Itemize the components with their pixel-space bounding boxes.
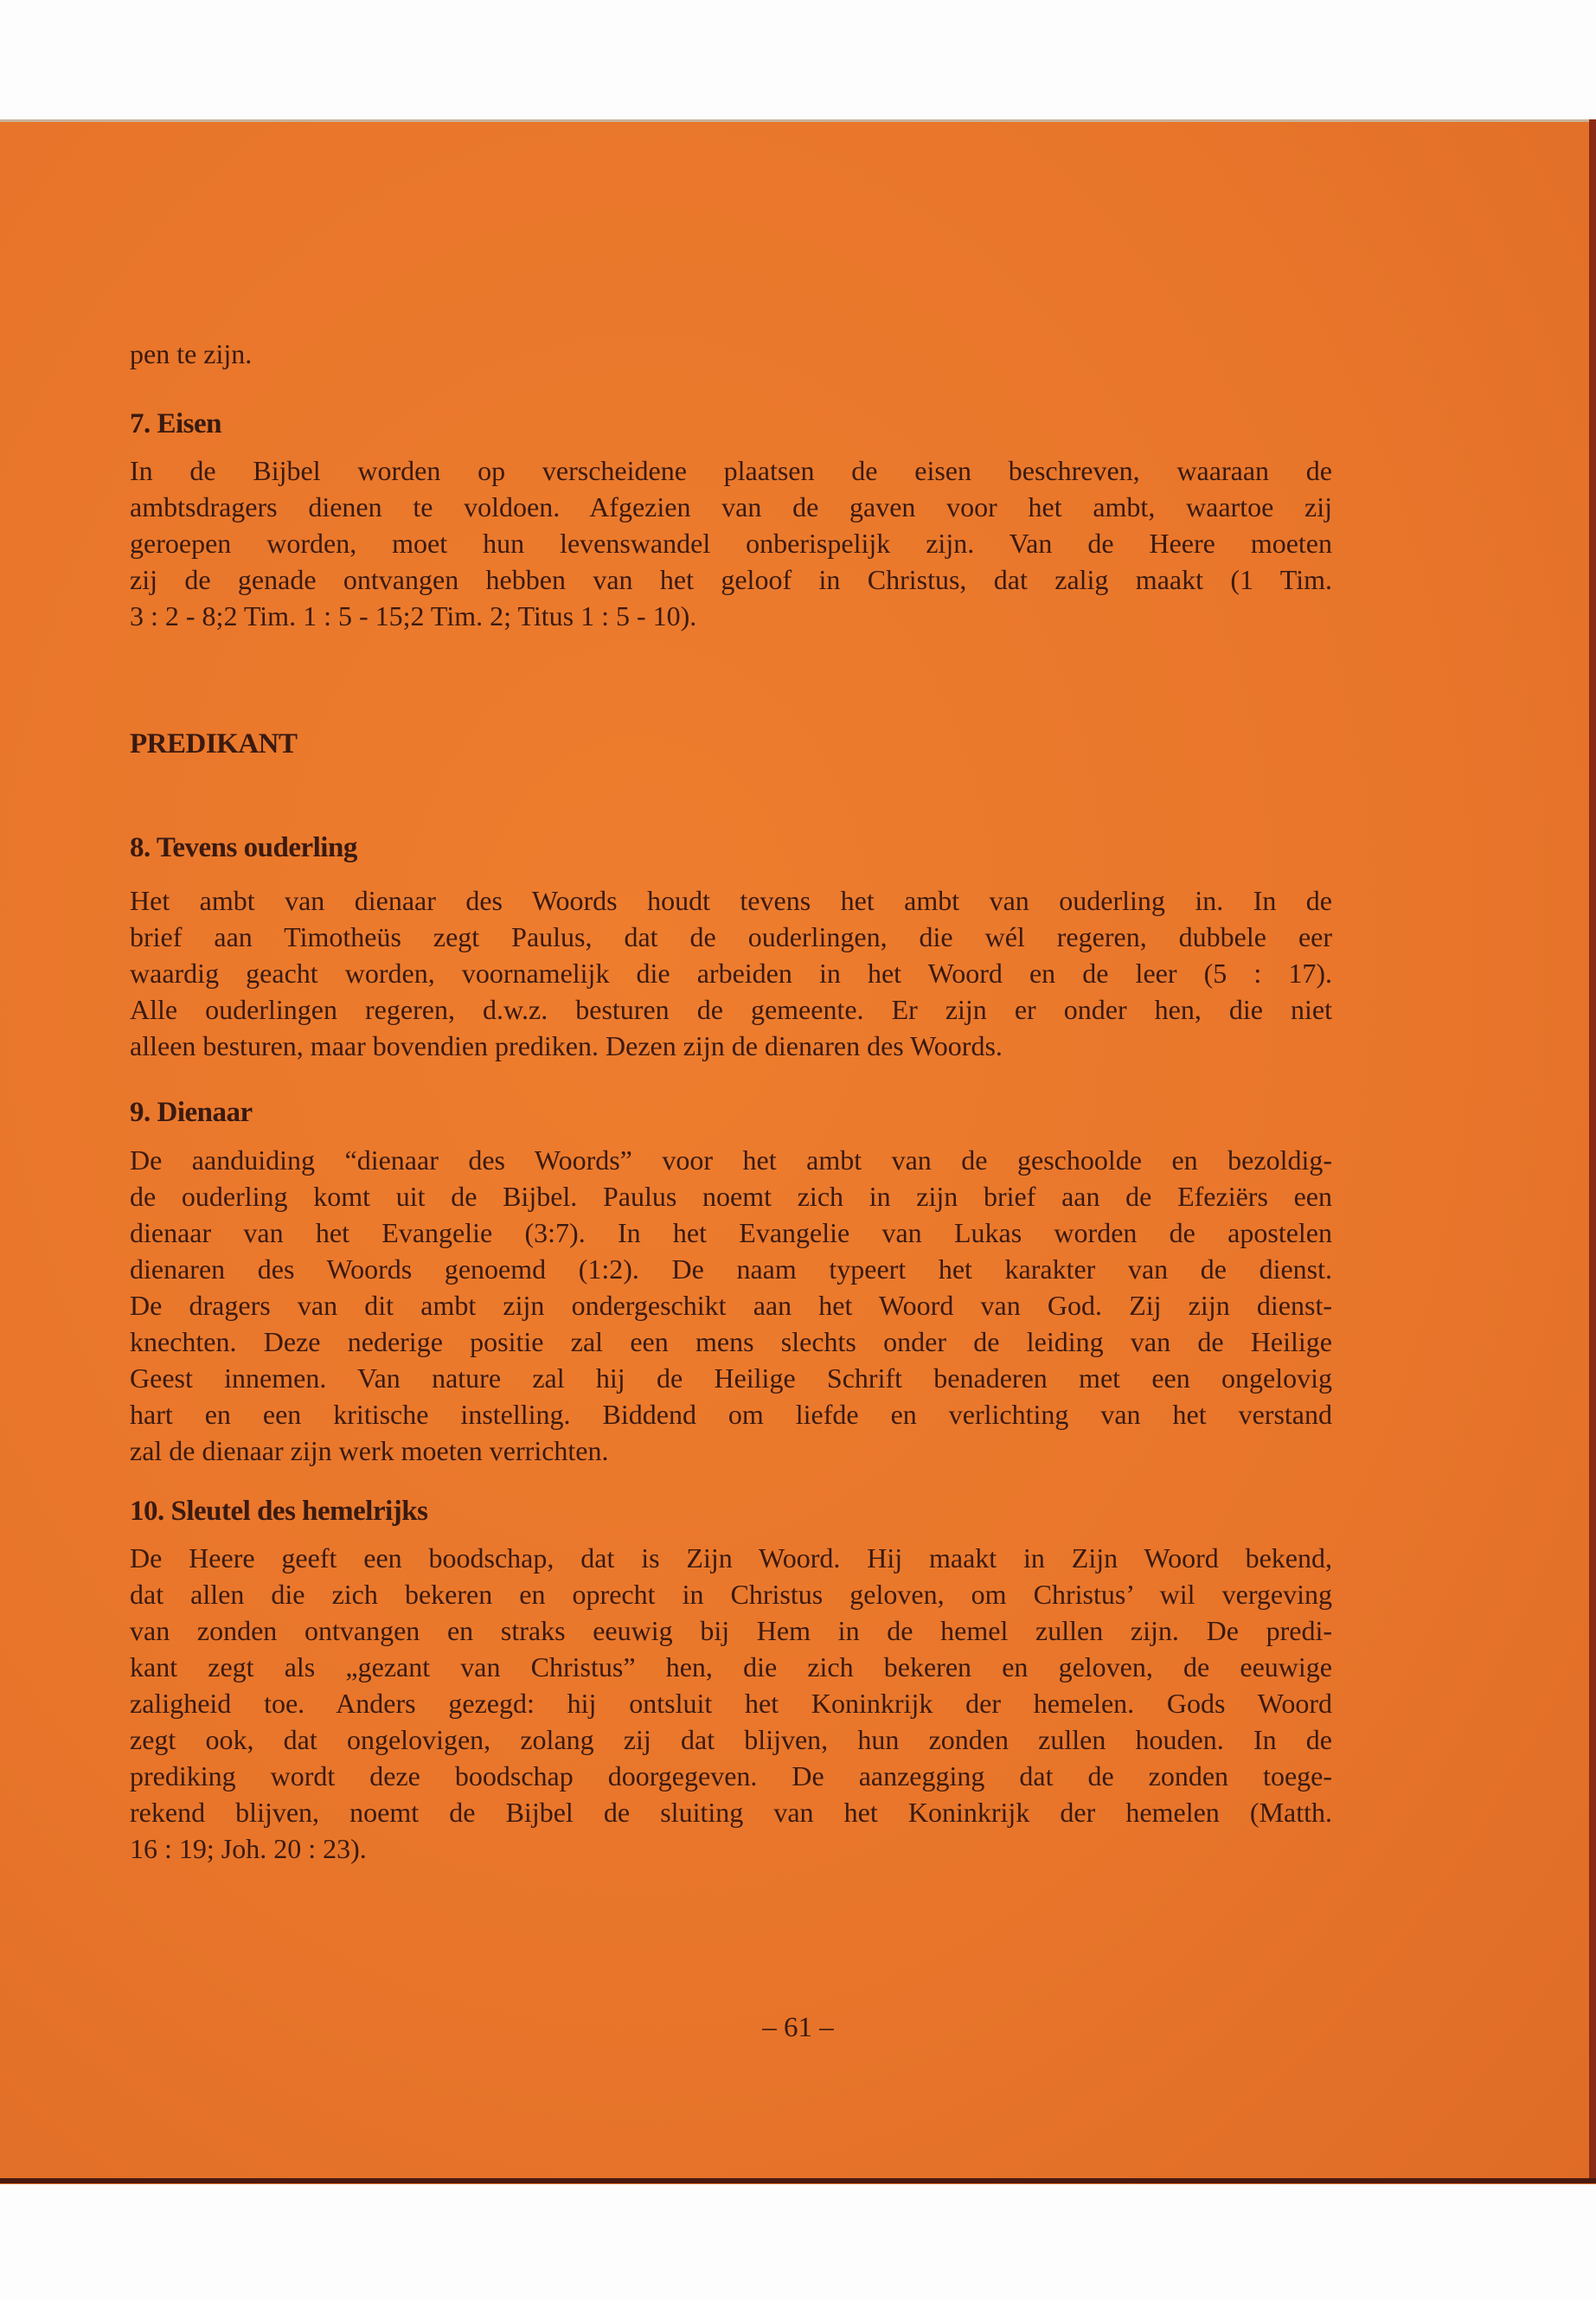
text-line: ambtsdragers dienen te voldoen. Afgezien van de gaven voor het ambt, waartoe zij: [130, 491, 1332, 522]
section-body: [130, 452, 1332, 634]
text-line: alleen besturen, maar bovendien prediken. Dezen zijn de dienaren des Woords.: [130, 1030, 1003, 1061]
text-line: 3 : 2 - 8;2 Tim. 1 : 5 - 15;2 Tim. 2; Titus 1 : 5 - 10).: [130, 600, 697, 631]
section-heading: 8. Tevens ouderling: [130, 832, 357, 863]
text-line: In de Bijbel worden op verscheidene plaatsen de eisen beschreven, waaraan de: [130, 455, 1332, 486]
text-line: waardig geacht worden, voornamelijk die arbeiden in het Woord en de leer (5 : 17).: [130, 958, 1332, 989]
text-line: brief aan Timotheüs zegt Paulus, dat de ouderlingen, die wél regeren, dubbele eer: [130, 921, 1332, 952]
carry-over-text: pen te zijn.: [130, 338, 253, 369]
chapter-title: PREDIKANT: [130, 728, 298, 760]
text-line: zal de dienaar zijn werk moeten verrichten.: [130, 1435, 609, 1466]
page-bottom-edge: [0, 2178, 1596, 2183]
text-line: geroepen worden, moet hun levenswandel onberispelijk zijn. Van de Heere moeten: [130, 528, 1332, 559]
text-line: Geest innemen. Van nature zal hij de Heilige Schrift benaderen met een ongelovig: [130, 1362, 1332, 1394]
text-line: zaligheid toe. Anders gezegd: hij ontsluit het Koninkrijk der hemelen. Gods Woord: [130, 1688, 1332, 1719]
text-line: Het ambt van dienaar des Woords houdt tevens het ambt van ouderling in. In de: [130, 885, 1332, 916]
section-body: [130, 1142, 1332, 1469]
text-line: dienaren des Woords genoemd (1:2). De naam typeert het karakter van de dienst.: [130, 1253, 1332, 1285]
text-line: Alle ouderlingen regeren, d.w.z. besturen de gemeente. Er zijn er onder hen, die niet: [130, 994, 1332, 1025]
text-line: zegt ook, dat ongelovigen, zolang zij dat blijven, hun zonden zullen houden. In de: [130, 1724, 1332, 1755]
section-heading: 7. Eisen: [130, 408, 222, 439]
section-body: [130, 1540, 1332, 1867]
section-9: [130, 1094, 1332, 1469]
text-line: 16 : 19; Joh. 20 : 23).: [130, 1833, 367, 1864]
text-line: hart en een kritische instelling. Biddend om liefde en verlichting van het verstand: [130, 1399, 1332, 1430]
text-line: De dragers van dit ambt zijn ondergeschikt aan het Woord van God. Zij zijn dienst-: [130, 1290, 1332, 1321]
text-line: kant zegt als „gezant van Christus” hen, die zich bekeren en geloven, de eeuwige: [130, 1651, 1332, 1682]
text-line: dat allen die zich bekeren en oprecht in Christus geloven, om Christus’ wil vergeving: [130, 1579, 1332, 1610]
text-line: dienaar van het Evangelie (3:7). In het Evangelie van Lukas worden de apostelen: [130, 1217, 1332, 1248]
page-edge: [1589, 119, 1596, 2182]
section-heading: 9. Dienaar: [130, 1097, 253, 1128]
text-line: van zonden ontvangen en straks eeuwig bij Hem in de hemel zullen zijn. De predi-: [130, 1615, 1332, 1646]
text-line: De aanduiding “dienaar des Woords” voor het ambt van de geschoolde en bezoldig-: [130, 1144, 1332, 1176]
text-line: zij de genade ontvangen hebben van het geloof in Christus, dat zalig maakt (1 Tim.: [130, 564, 1332, 595]
text-line: knechten. Deze nederige positie zal een mens slechts onder de leiding van de Heilige: [130, 1326, 1332, 1357]
section-heading: 10. Sleutel des hemelrijks: [130, 1496, 428, 1527]
text-line: de ouderling komt uit de Bijbel. Paulus noemt zich in zijn brief aan de Efeziërs een: [130, 1181, 1332, 1212]
text-line: De Heere geeft een boodschap, dat is Zijn Woord. Hij maakt in Zijn Woord bekend,: [130, 1542, 1332, 1574]
section-7: [130, 406, 1332, 634]
section-8: [130, 830, 1332, 1064]
text-line: rekend blijven, noemt de Bijbel de sluiting van het Koninkrijk der hemelen (Matth.: [130, 1797, 1332, 1828]
section-10: [130, 1493, 1332, 1867]
text-line: prediking wordt deze boodschap doorgegeven. De aanzegging dat de zonden toege-: [130, 1760, 1332, 1791]
section-body: [130, 882, 1332, 1064]
page-number: – 61 –: [762, 2012, 834, 2043]
